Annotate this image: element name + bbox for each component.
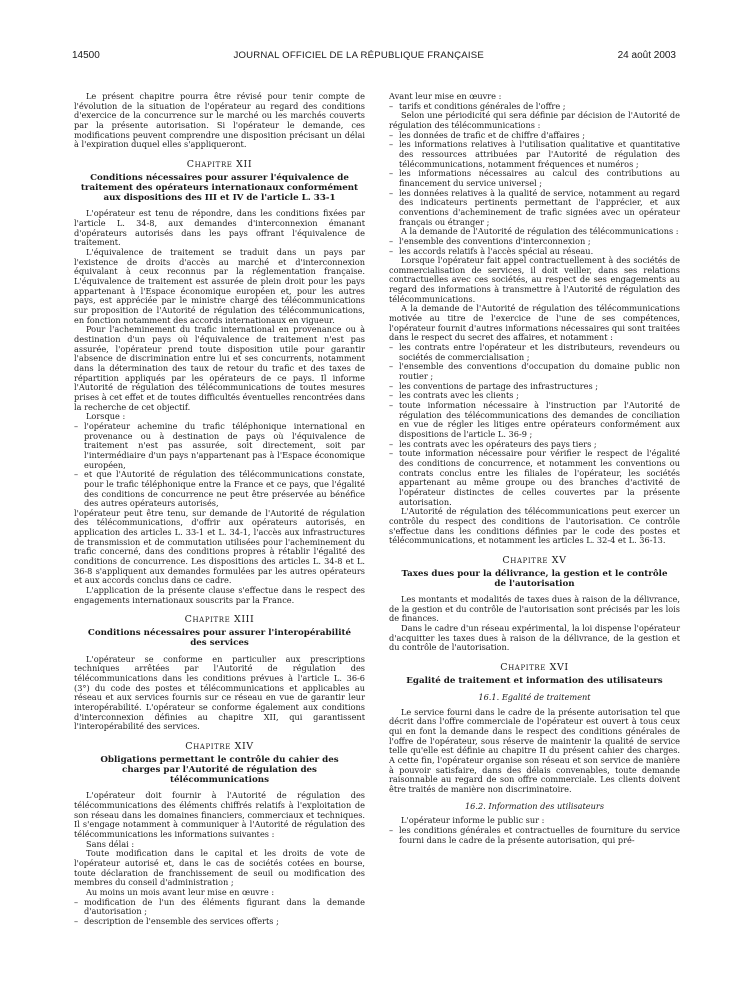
intro-paragraph: Le présent chapitre pourra être révisé pour tenir compte de l'évolution de la situation de l'opérateur au regard des conditions d'exercice de la concurrence sur le marché ou les marchés couverts par la présente autorisation. Si l'opérateur le demande, ces modifications peuvent comprendre une disposition précisant un délai à l'expiration duquel elles s'appliqueront. xyxy=(74,91,365,150)
chapter-12-paragraph-5: L'application de la présente clause s'effectue dans le respect des engagements internationaux souscrits par la France. xyxy=(74,585,365,605)
chapter-12-paragraph-1: L'opérateur est tenu de répondre, dans les conditions fixées par l'article L. 34-8, aux demandes d'interconnexion émanant d'opérateurs autorisés dans les pays offrant l'équivalence de traitement. xyxy=(74,208,365,248)
motivee-paragraph: A la demande de l'Autorité de régulation des télécommunications motivée au titre de l'exercice de l'une de ses compétences, l'opérateur fournit d'autres informations nécessaires qui sont traitées dans le respect du secret des affaires, et notamment : xyxy=(389,303,680,343)
right-column xyxy=(389,92,680,845)
chapter-12-paragraph-4: l'opérateur peut être tenu, sur demande de l'Autorité de régulation des télécommunications, d'offrir aux opérateurs autorisés, en application des articles L. 33-1 et L. 34-1, l'accès aux infrastructures de transmission et de commutation utilisées pour l'acheminement du trafic concerné, dans des conditions propres à rétablir l'égalité des conditions de concurrence. Les dispositions des articles L. 34-8 et L. 36-8 s'appliquent aux demandes formulées par les autres opérateurs et aux accords conclus dans ce cadre. xyxy=(74,507,365,586)
list-item: – les conventions de partage des infrastructures ; xyxy=(389,382,680,392)
list-item: – l'ensemble des conventions d'occupation du domaine public non routier ; xyxy=(389,362,680,381)
chapter-12-title: Conditions nécessaires pour assurer l'équivalence de traitement des opérateurs internationaux conformément aux dispositions des III et IV de l'article L. 33-1 xyxy=(80,172,359,204)
a-la-demande: A la demande de l'Autorité de régulation des télécommunications : xyxy=(401,226,679,237)
list-item: – et que l'Autorité de régulation des télécommunications constate, pour le trafic téléphonique entre la France et ce pays, que l'égalité des conditions de concurrence ne peut être préservée au bénéfice des autres opérateurs autorisés, xyxy=(74,470,365,509)
tarifs-list xyxy=(389,102,680,112)
chapter-13-paragraph-1: L'opérateur se conforme en particulier aux prescriptions techniques arrêtées par l'Autorité de régulation des télécommunications dans les conditions prévues à l'article L. 36-6 (3°) du code des postes et télécommunications et applicables au réseau et aux services fournis sur ce réseau en vue de garantir leur interopérabilité. L'opérateur se conforme également aux conditions d'interconnexion définies au chapitre XII, qui garantissent l'interopérabilité des services. xyxy=(74,653,365,732)
periodic-list xyxy=(389,131,680,228)
chapter-12-paragraph-3: Pour l'acheminement du trafic international en provenance ou à destination d'un pays où l'équivalence de traitement n'est pas assurée, l'opérateur prend toute disposition utile pour garantir l'absence de discrimination entre lui et ses concurrents, notamment dans la détermination des taux de retour du trafic et des taxes de répartition appliqués par les opérateurs de ce pays. Il informe l'Autorité de régulation des télécommunications de toutes mesures prises à cet effet et de toutes difficultés éventuelles rencontrées dans la recherche de cet objectif. xyxy=(74,324,365,412)
chapter-14-au-moins: Au moins un mois avant leur mise en œuvre : xyxy=(86,887,275,897)
chapter-15-title: Taxes dues pour la délivrance, la gestion et le contrôle de l'autorisation xyxy=(401,568,668,589)
left-column xyxy=(74,92,365,927)
chapter-14-title: Obligations permettant le contrôle du cahier des charges par l'Autorité de régulation des télécommunications xyxy=(100,754,339,786)
list-item: – toute information nécessaire pour vérifier le respect de l'égalité des conditions de concurrence, et notamment les conventions ou contrats conclus entre les filiales de l'opérateur, les sociétés appartenant au même groupe ou des branches d'activité de l'opérateur distinctes de celles couvertes par la présente autorisation. xyxy=(389,449,680,507)
chapter-13-label: Chapitre XIII xyxy=(184,614,255,626)
chapter-14-paragraph-1: L'opérateur doit fournir à l'Autorité de régulation des télécommunications des éléments chiffrés relatifs à l'exploitation de son réseau dans les domaines financiers, commerciaux et techniques. Il s'engage notamment à communiquer à l'Autorité de régulation des télécommunications les informations suivantes : xyxy=(74,790,365,840)
chapter-15-paragraph-2: Dans le cadre d'un réseau expérimental, la loi dispense l'opérateur d'acquitter les taxes dues à raison de la délivrance, de la gestion et du contrôle de l'autorisation. xyxy=(389,623,680,653)
list-item: – l'opérateur achemine du trafic téléphonique international en provenance ou à destination de pays où l'équivalence de traitement n'est pas assurée, soit directement, soit par l'intermédiaire d'un pays n'appartenant pas à l'Espace économique européen, xyxy=(74,422,365,470)
list-item: – tarifs et conditions générales de l'offre ; xyxy=(389,102,680,112)
list-item: – les données relatives à la qualité de service, notamment au regard des indicateurs pertinents permettant de l'apprécier, et aux conventions d'acheminement de trafic signées avec un opérateur français ou étranger ; xyxy=(389,189,680,228)
list-item: – les conditions générales et contractuelles de fourniture du service fourni dans le cadre de la présente autorisation, qui pré- xyxy=(389,826,680,845)
chapter-14-sans-delai: Sans délai : xyxy=(86,838,135,849)
chapter-12-lorsque: Lorsque : xyxy=(86,411,126,422)
chapter-14-label: Chapitre XIV xyxy=(185,740,254,752)
demande-list xyxy=(389,237,680,256)
section-16-1-paragraph: Le service fourni dans le cadre de la présente autorisation tel que décrit dans l'offre commerciale de l'opérateur est ouvert à tous ceux qui en font la demande dans le respect des conditions générales de l'offre de l'opérateur, sous réserve de maintenir la qualité de service telle qu'elle est définie au chapitre II du présent cahier des charges. A cette fin, l'opérateur organise son réseau et son service de manière à pouvoir satisfaire, dans des délais convenables, toute demande raisonnable au regard de son offre commerciale. Les clients doivent être traités de manière non discriminatoire. xyxy=(389,706,680,794)
list-item: – description de l'ensemble des services offerts ; xyxy=(74,917,365,927)
section-16-2-list xyxy=(389,826,680,845)
list-item: – les données de trafic et de chiffre d'affaires ; xyxy=(389,131,680,141)
section-16-2-heading: 16.2. Information des utilisateurs xyxy=(464,800,605,811)
controle-paragraph: L'Autorité de régulation des télécommunications peut exercer un contrôle du respect des conditions de l'autorisation. Ce contrôle s'effectue dans les conditions définies par le code des postes et télécommunications, et notamment les articles L. 32-4 et L. 36-13. xyxy=(389,506,680,546)
list-item: – les informations nécessaires au calcul des contributions au financement du service universel ; xyxy=(389,169,680,188)
lorsque-paragraph: Lorsque l'opérateur fait appel contractuellement à des sociétés de commercialisation de services, il doit veiller, dans ses relations contractuelles avec ces sociétés, au respect de ses engagements au regard des informations à transmettre à l'Autorité de régulation des télécommunications. xyxy=(389,255,680,304)
page-number: 14500 xyxy=(72,49,100,61)
chapter-12-label: Chapitre XII xyxy=(186,158,253,170)
issue-date: 24 août 2003 xyxy=(617,49,676,61)
list-item: – modification de l'un des éléments figurant dans la demande d'autorisation ; xyxy=(74,898,365,917)
section-16-1-heading: 16.1. Egalité de traitement xyxy=(478,691,591,702)
notamment-list xyxy=(389,343,680,507)
list-item: – l'ensemble des conventions d'interconnexion ; xyxy=(389,237,680,247)
list-item: – les contrats avec les opérateurs des pays tiers ; xyxy=(389,440,680,450)
list-item: – les accords relatifs à l'accès spécial au réseau. xyxy=(389,247,680,257)
list-item: – les informations relatives à l'utilisation qualitative et quantitative des ressources attribuées par l'Autorité de régulation des télécommunications, notamment fréquences et numéros ; xyxy=(389,140,680,169)
list-item: – les contrats entre l'opérateur et les distributeurs, revendeurs ou sociétés de commercialisation ; xyxy=(389,343,680,362)
chapter-14-paragraph-2: Toute modification dans le capital et les droits de vote de l'opérateur autorisé et, dans le cas de sociétés cotées en bourse, toute déclaration de franchissement de seuil ou modification des membres du conseil d'administration ; xyxy=(74,848,365,888)
chapter-12-paragraph-2: L'équivalence de traitement se traduit dans un pays par l'existence de droits d'accès au marché et d'interconnexion équivalant à ceux reconnus par la réglementation française. L'équivalence de traitement est assurée de plein droit pour les pays appartenant à l'Espace économique européen et, pour les autres pays, est appréciée par le ministre chargé des télécommunications sur proposition de l'Autorité de régulation des télécommunications, en fonction notamment des accords internationaux en vigueur. xyxy=(74,247,365,325)
avant-mise-en-oeuvre: Avant leur mise en œuvre : xyxy=(389,91,502,101)
chapter-13-title: Conditions nécessaires pour assurer l'interopérabilité des services xyxy=(87,628,352,649)
chapter-12-list xyxy=(74,422,365,509)
section-16-2-paragraph: L'opérateur informe le public sur : xyxy=(401,815,545,826)
chapter-14-list xyxy=(74,898,365,927)
chapter-15-label: Chapitre XV xyxy=(502,554,567,566)
selon-periodicite: Selon une périodicité qui sera définie par décision de l'Autorité de régulation des télécommunications : xyxy=(389,110,680,130)
chapter-15-paragraph-1: Les montants et modalités de taxes dues à raison de la délivrance, de la gestion et du contrôle de l'autorisation sont précisés par les lois de finances. xyxy=(389,594,680,624)
chapter-16-title: Egalité de traitement et information des utilisateurs xyxy=(406,675,663,686)
list-item: – toute information nécessaire à l'instruction par l'Autorité de régulation des télécommunications des demandes de conciliation en vue de régler les litiges entre opérateurs conformément aux dispositions de l'article L. 36-9 ; xyxy=(389,401,680,440)
page-header xyxy=(72,47,676,63)
chapter-16-label: Chapitre XVI xyxy=(500,662,569,674)
list-item: – les contrats avec les clients ; xyxy=(389,391,680,401)
journal-title: JOURNAL OFFICIEL DE LA RÉPUBLIQUE FRANÇAISE xyxy=(233,49,484,61)
